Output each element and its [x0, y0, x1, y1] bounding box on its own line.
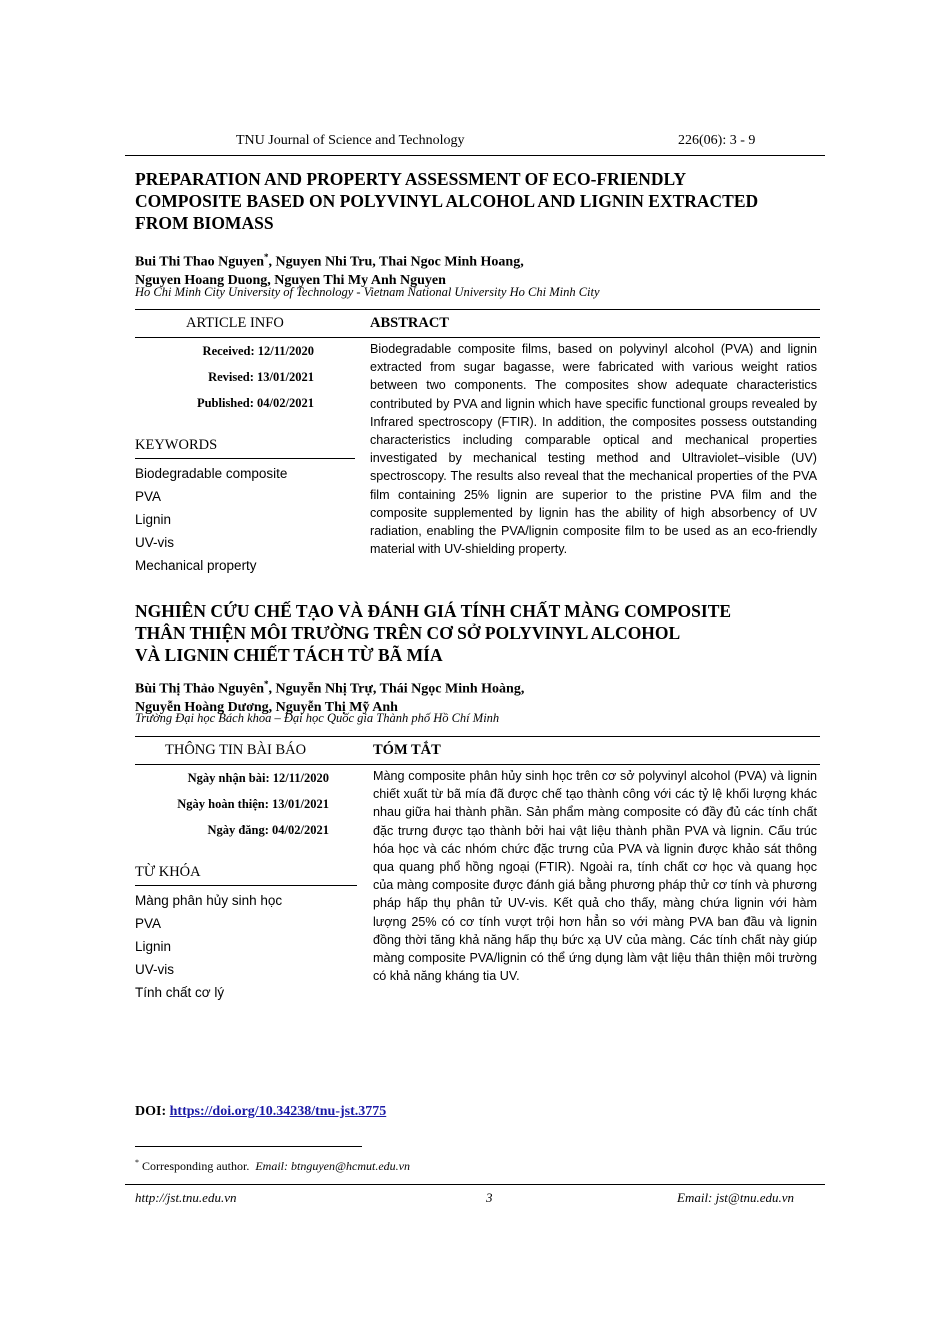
- revised-date-vi: Ngày hoàn thiện: 13/01/2021: [177, 797, 329, 811]
- keywords-heading-vi: TỪ KHÓA: [135, 864, 201, 880]
- journal-name: TNU Journal of Science and Technology: [236, 133, 465, 148]
- keyword-item: Lignin: [135, 939, 172, 954]
- authors-vi: Bùi Thị Thảo Nguyên*, Nguyễn Nhị Trự, Thái Ngọc Minh Hoàng, Nguyễn Hoàng Dương, Nguyễn Thị Mỹ Anh: [135, 679, 525, 715]
- keywords-rule-en: [135, 458, 355, 459]
- authors-en: Bui Thi Thao Nguyen*, Nguyen Nhi Tru, Thai Ngoc Minh Hoang, Nguyen Hoang Duong, Nguyen Thi My Anh Nguyen: [135, 252, 524, 288]
- keywords-rule-vi: [135, 885, 357, 886]
- keyword-item: Tính chất cơ lý: [135, 985, 225, 1000]
- abstract-heading-en: ABSTRACT: [370, 315, 449, 331]
- received-date-en: Received: 12/11/2020: [202, 344, 314, 358]
- published-date-vi: Ngày đăng: 04/02/2021: [207, 823, 329, 837]
- journal-volume: 226(06): 3 - 9: [678, 133, 756, 148]
- keyword-item: UV-vis: [135, 535, 175, 550]
- revised-date-en: Revised: 13/01/2021: [208, 370, 314, 384]
- abstract-text-en: Biodegradable composite films, based on polyvinyl alcohol (PVA) and lignin extracted from sugar bagasse, were fabricated with various weight ratios between two components. The composites show adequate characteristics contributed by PVA and lignin which have specific functional groups revealed by Infrared spectroscopy (FTIR). In addition, the composites possess outstanding characteristics including comparable optical and mechanical properties investigated by mechanical testing method and Ultraviolet–visible (UV) spectroscopy. The results also reveal that the mechanical properties of the PVA film containing 25% lignin are superior to the pristine PVA film and the composite supplemented by lignin has the ability of high absorbency of UV radiation, enabling the PVA/lignin composite film to be used as an eco-friendly material with UV-shielding property.: [370, 342, 817, 557]
- keyword-item: Màng phân hủy sinh học: [135, 893, 283, 908]
- article-info-heading-vi: THÔNG TIN BÀI BÁO: [165, 742, 307, 758]
- keyword-item: Biodegradable composite: [135, 466, 288, 481]
- article-info-heading-en: ARTICLE INFO: [186, 315, 284, 331]
- abstract-heading-vi: TÓM TẮT: [373, 742, 441, 758]
- info-mid-rule-en: [135, 337, 820, 338]
- footnote-rule: [135, 1146, 362, 1147]
- keyword-item: UV-vis: [135, 962, 175, 977]
- affiliation-vi: Trường Đại học Bách khoa – Đại học Quốc gia Thành phố Hồ Chí Minh: [135, 711, 500, 725]
- footer-rule: [125, 1184, 825, 1185]
- article-title-vi: NGHIÊN CỨU CHẾ TẠO VÀ ĐÁNH GIÁ TÍNH CHẤT MÀNG COMPOSITE THÂN THIỆN MÔI TRƯỜNG TRÊN CƠ SỞ POLYVINYL ALCOHOL VÀ LIGNIN CHIẾT TÁCH TỪ BÃ MÍA: [135, 601, 732, 665]
- keyword-item: PVA: [135, 916, 162, 931]
- abstract-text-vi: Màng composite phân hủy sinh học trên cơ sở polyvinyl alcohol (PVA) và lignin chiết xuất từ bã mía đã được chế tạo thành công với các tỷ lệ khối lượng khác nhau giữa hai thành phần. Sản phẩm màng composite có đầy đủ các tính chất đặc trưng được tạo thành bởi hai vật liệu thành phần PVA và lignin. Cấu trúc hóa học và các nhóm chức đặc trưng của PVA và lignin được khảo sát thông qua quang phổ hồng ngoại (FTIR). Ngoài ra, tính chất cơ học và quang học của màng composite được đánh giá bằng phương pháp thử cơ tính và phương pháp hấp thụ phân tử UV-vis. Kết quả cho thấy, màng chứa lignin với hàm lượng 25% có cơ tính vượt trội hơn hẳn so với màng PVA ban đầu và lignin đồng thời tăng khả năng hấp thụ bức xạ UV của màng. Các tính chất này giúp màng composite PVA/lignin có thể ứng dụng làm vật liệu thân thiện môi trường có khả năng kháng tia UV.: [373, 769, 817, 984]
- keywords-heading-en: KEYWORDS: [135, 437, 218, 453]
- keyword-item: PVA: [135, 489, 162, 504]
- keyword-item: Lignin: [135, 512, 172, 527]
- header-rule: [125, 155, 825, 156]
- footer-email: Email: jst@tnu.edu.vn: [677, 1190, 795, 1205]
- article-title-en: PREPARATION AND PROPERTY ASSESSMENT OF ECO-FRIENDLY COMPOSITE BASED ON POLYVINYL ALCOHOL AND LIGNIN EXTRACTED FROM BIOMASS: [135, 169, 759, 233]
- published-date-en: Published: 04/02/2021: [196, 396, 314, 410]
- doi-link[interactable]: https://doi.org/10.34238/tnu-jst.3775: [169, 1104, 387, 1119]
- info-mid-rule-vi: [135, 764, 820, 765]
- keyword-item: Mechanical property: [135, 558, 257, 573]
- info-top-rule-en: [135, 309, 820, 310]
- corresponding-author-note: * Corresponding author. Email: btnguyen@hcmut.edu.vn: [135, 1158, 410, 1173]
- received-date-vi: Ngày nhận bài: 12/11/2020: [187, 771, 329, 785]
- footer-site: http://jst.tnu.edu.vn: [135, 1190, 237, 1205]
- page-number: 3: [486, 1190, 493, 1205]
- doi: DOI: https://doi.org/10.34238/tnu-jst.3775: [135, 1104, 387, 1119]
- affiliation-en: Ho Chi Minh City University of Technology - Vietnam National University Ho Chi Minh City: [135, 285, 600, 299]
- info-top-rule-vi: [135, 736, 820, 737]
